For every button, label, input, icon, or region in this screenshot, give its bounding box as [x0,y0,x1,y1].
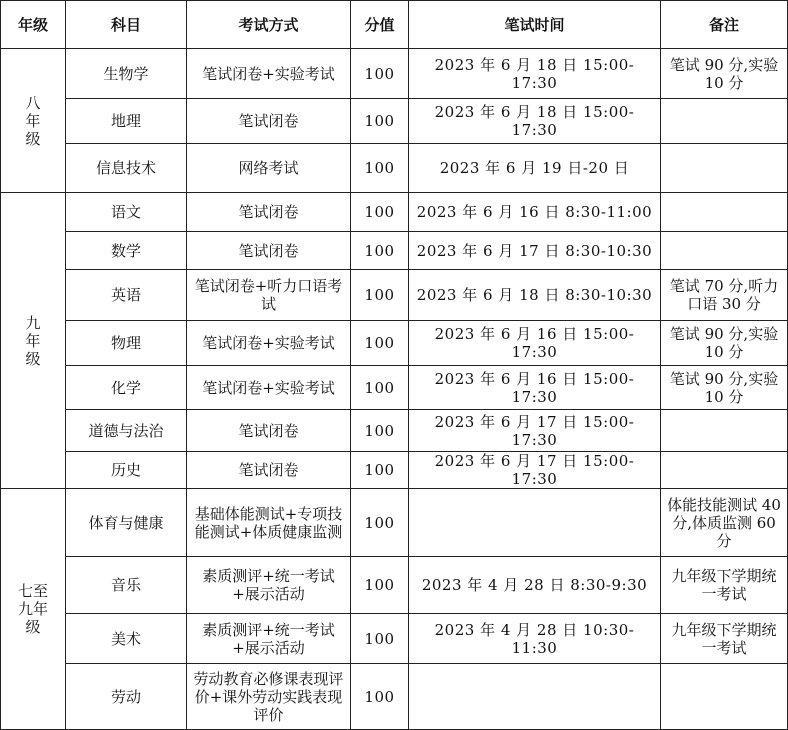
table-row [1,49,788,99]
note-cell: 笔试 90 分,实验 10 分 [661,321,788,366]
subject-cell: 体育与健康 [66,489,187,557]
subject-cell: 物理 [66,321,187,366]
table-row [1,321,788,366]
time-cell: 2023 年 6 月 17 日 8:30-10:30 [409,232,661,270]
method-cell: 基础体能测试+专项技能测试+体质健康监测 [187,489,351,557]
header-grade: 年级 [1,1,66,49]
time-cell: 2023 年 6 月 16 日 8:30-11:00 [409,193,661,232]
method-cell: 笔试闭卷 [187,193,351,232]
score-cell: 100 [351,410,409,452]
table-row [1,489,788,557]
subject-cell: 语文 [66,193,187,232]
method-cell: 笔试闭卷 [187,99,351,144]
subject-cell: 美术 [66,614,187,664]
header-row [1,1,788,49]
time-cell: 2023 年 4 月 28 日 8:30-9:30 [409,557,661,614]
table-row [1,664,788,730]
table-row [1,270,788,321]
time-cell: 2023 年 6 月 18 日 15:00-17:30 [409,99,661,144]
note-cell: 体能技能测试 40 分,体质监测 60 分 [661,489,788,557]
grade-line: 级 [25,129,41,148]
subject-cell: 信息技术 [66,144,187,193]
grade-line: 级 [25,618,41,636]
grade-cell-7-9 [1,489,66,730]
note-cell [661,99,788,144]
method-cell: 素质测评+统一考试+展示活动 [187,557,351,614]
note-cell: 笔试 90 分,实验 10 分 [661,366,788,410]
time-cell: 2023 年 6 月 19 日-20 日 [409,144,661,193]
table-row [1,410,788,452]
table-row [1,614,788,664]
header-method: 考试方式 [187,1,351,49]
method-cell: 笔试闭卷 [187,232,351,270]
method-cell: 素质测评+统一考试+展示活动 [187,614,351,664]
score-cell: 100 [351,99,409,144]
method-cell: 网络考试 [187,144,351,193]
time-cell [409,664,661,730]
method-cell: 笔试闭卷+实验考试 [187,366,351,410]
subject-cell: 地理 [66,99,187,144]
score-cell: 100 [351,489,409,557]
table-row [1,366,788,410]
subject-cell: 音乐 [66,557,187,614]
method-cell: 笔试闭卷+实验考试 [187,321,351,366]
table-row [1,144,788,193]
header-time: 笔试时间 [409,1,661,49]
subject-cell: 英语 [66,270,187,321]
score-cell: 100 [351,193,409,232]
header-note: 备注 [661,1,788,49]
time-cell: 2023 年 6 月 18 日 8:30-10:30 [409,270,661,321]
note-cell: 笔试 90 分,实验 10 分 [661,49,788,99]
grade-line: 八 [25,93,41,112]
score-cell: 100 [351,614,409,664]
score-cell: 100 [351,452,409,489]
note-cell [661,193,788,232]
subject-cell: 生物学 [66,49,187,99]
method-cell: 劳动教育必修课表现评价+课外劳动实践表现评价 [187,664,351,730]
note-cell: 九年级下学期统一考试 [661,557,788,614]
grade-line: 年 [25,331,41,350]
note-cell [661,410,788,452]
grade-line: 级 [25,349,41,368]
note-cell [661,144,788,193]
score-cell: 100 [351,232,409,270]
time-cell: 2023 年 6 月 17 日 15:00-17:30 [409,452,661,489]
method-cell: 笔试闭卷+听力口语考试 [187,270,351,321]
score-cell: 100 [351,366,409,410]
score-cell: 100 [351,144,409,193]
grade-line: 九 [25,313,41,332]
note-cell [661,232,788,270]
table-row [1,452,788,489]
subject-cell: 数学 [66,232,187,270]
grade-line: 七至 [17,582,48,600]
subject-cell: 历史 [66,452,187,489]
time-cell: 2023 年 6 月 16 日 15:00-17:30 [409,321,661,366]
note-cell [661,664,788,730]
grade-cell-8 [1,49,66,193]
table-row [1,193,788,232]
method-cell: 笔试闭卷 [187,452,351,489]
time-cell [409,489,661,557]
time-cell: 2023 年 4 月 28 日 10:30-11:30 [409,614,661,664]
score-cell: 100 [351,557,409,614]
note-cell: 九年级下学期统一考试 [661,614,788,664]
method-cell: 笔试闭卷+实验考试 [187,49,351,99]
score-cell: 100 [351,270,409,321]
header-subject: 科目 [66,1,187,49]
table-row [1,557,788,614]
grade-line: 九年 [17,600,48,618]
score-cell: 100 [351,664,409,730]
subject-cell: 化学 [66,366,187,410]
grade-line: 年 [25,111,41,130]
time-cell: 2023 年 6 月 17 日 15:00-17:30 [409,410,661,452]
score-cell: 100 [351,321,409,366]
table-row [1,99,788,144]
score-cell: 100 [351,49,409,99]
note-cell: 笔试 70 分,听力口语 30 分 [661,270,788,321]
header-score: 分值 [351,1,409,49]
subject-cell: 劳动 [66,664,187,730]
time-cell: 2023 年 6 月 16 日 15:00-17:30 [409,366,661,410]
time-cell: 2023 年 6 月 18 日 15:00-17:30 [409,49,661,99]
method-cell: 笔试闭卷 [187,410,351,452]
note-cell [661,452,788,489]
subject-cell: 道德与法治 [66,410,187,452]
table-row [1,232,788,270]
grade-cell-9 [1,193,66,489]
